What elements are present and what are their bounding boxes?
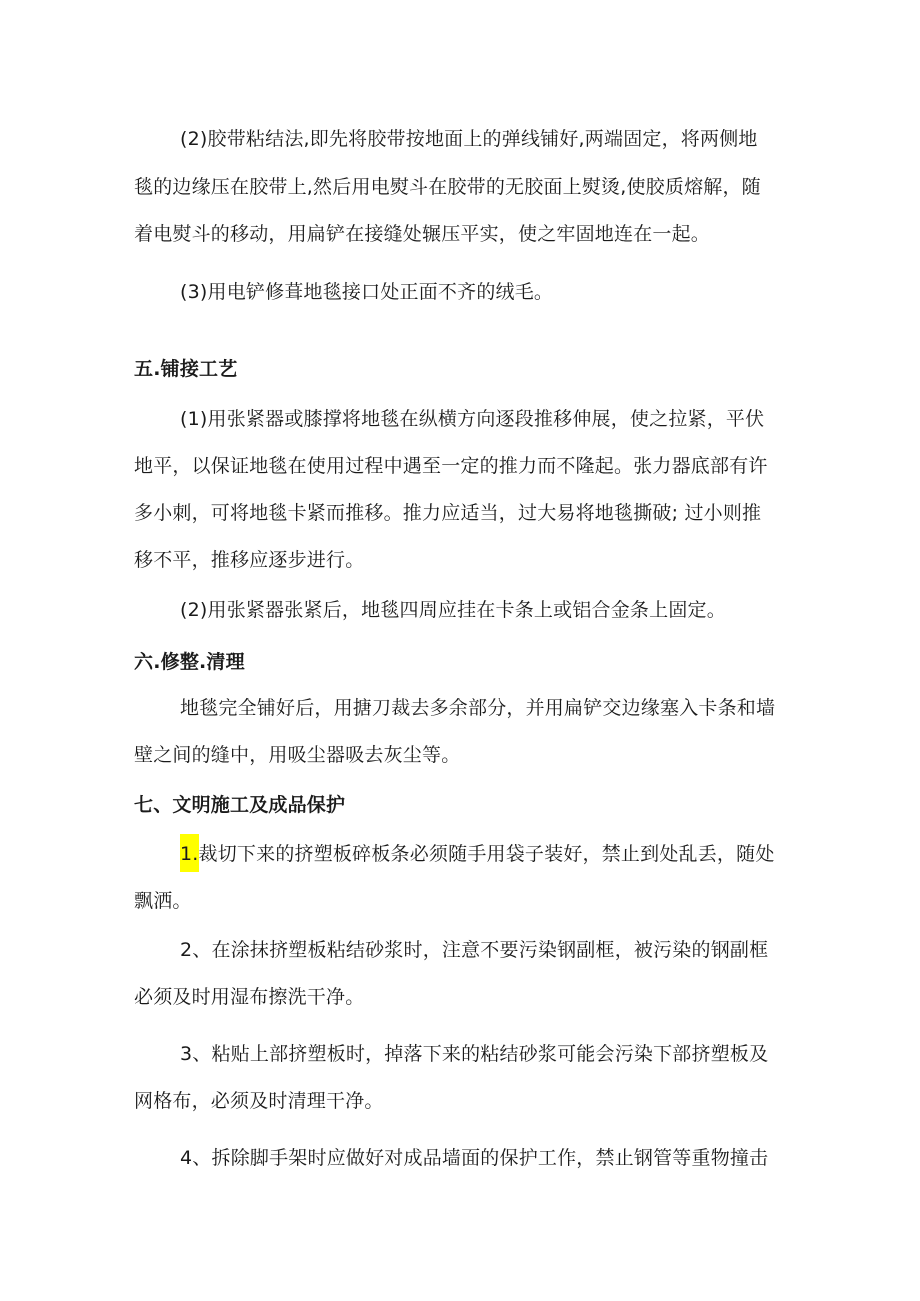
section7-heading: 七、文明施工及成品保护 [134,794,346,816]
s6-p1-line2: 壁之间的缝中，用吸尘器吸去灰尘等。 [134,744,461,766]
s7-item2-line2: 必须及时用湿布擦洗干净。 [134,986,365,1008]
section6-heading: 六.修整.清理 [134,651,245,673]
s7-item3-line2: 网格布，必须及时清理干净。 [134,1090,384,1112]
s7-item1-text: 裁切下来的挤塑板碎板条必须随手用袋子装好，禁止到处乱丢，随处 [198,843,775,865]
s7-item2-line1: 2、在涂抹挤塑板粘结砂浆时，注意不要污染钢副框，被污染的钢副框 [180,939,769,961]
s5-p2: (2)用张紧器张紧后，地毯四周应挂在卡条上或铝合金条上固定。 [180,599,726,621]
s7-item1-line1 [180,842,775,866]
s6-p1-line1: 地毯完全铺好后，用搪刀裁去多余部分，并用扁铲交边缘塞入卡条和墙 [180,697,776,719]
section5-heading: 五.铺接工艺 [134,358,238,380]
s4-p3: (3)用电铲修葺地毯接口处正面不齐的绒毛。 [180,281,554,303]
s4-p2-line3: 着电熨斗的移动，用扁铲在接缝处辗压平实，使之牢固地连在一起。 [134,223,711,245]
s7-item1-line2: 飘洒。 [134,890,192,912]
s4-p2-line2: 毯的边缘压在胶带上,然后用电熨斗在胶带的无胶面上熨烫,使胶质熔解，随 [134,176,761,198]
s5-p1-line1: (1)用张紧器或膝撑将地毯在纵横方向逐段推移伸展，使之拉紧，平伏 [180,408,765,430]
highlighted-number: 1. [180,834,199,872]
s5-p1-line3: 多小刺，可将地毯卡紧而推移。推力应适当，过大易将地毯撕破; 过小则推 [134,502,762,524]
s7-item4-line1: 4、拆除脚手架时应做好对成品墙面的保护工作，禁止钢管等重物撞击 [180,1147,769,1169]
s7-item3-line1: 3、粘贴上部挤塑板时，掉落下来的粘结砂浆可能会污染下部挤塑板及 [180,1043,769,1065]
s4-p2-line1: (2)胶带粘结法,即先将胶带按地面上的弹线铺好,两端固定，将两侧地 [180,128,758,150]
s5-p1-line4: 移不平，推移应逐步进行。 [134,549,365,571]
s5-p1-line2: 地平，以保证地毯在使用过程中遇至一定的推力而不隆起。张力器底部有许 [134,455,768,477]
